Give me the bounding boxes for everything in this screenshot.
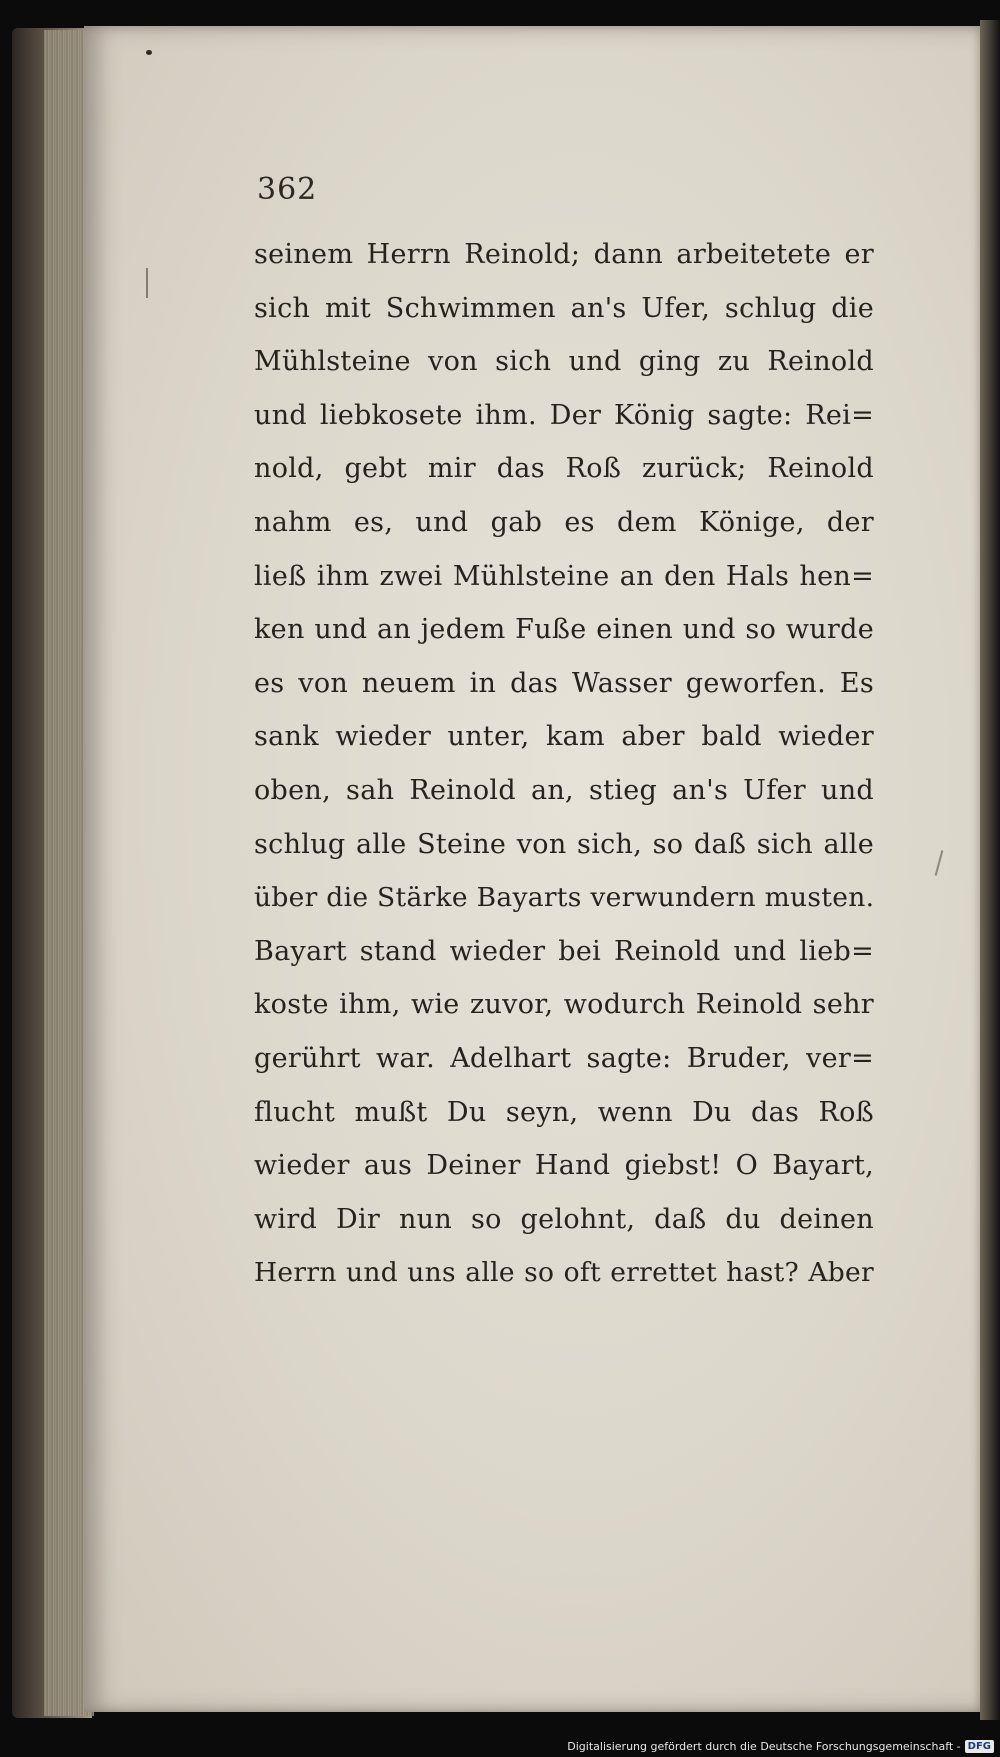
- text-line: ken und an jedem Fuße einen und so wurde: [254, 614, 874, 646]
- dfg-logo: DFG: [965, 1740, 994, 1753]
- digitization-credit: [567, 1740, 994, 1753]
- text-line: schlug alle Steine von sich, so daß sich alle: [254, 828, 874, 860]
- text-line: Bayart stand wieder bei Reinold und lieb=: [254, 935, 874, 967]
- text-line: und liebkosete ihm. Der König sagte: Rei=: [254, 399, 874, 431]
- text-line: Mühlsteine von sich und ging zu Reinold: [254, 346, 874, 378]
- text-line: sank wieder unter, kam aber bald wieder: [254, 721, 874, 753]
- text-line: nold, gebt mir das Roß zurück; Reinold: [254, 453, 874, 485]
- credit-text: Digitalisierung gefördert durch die Deutsche Forschungsgemeinschaft -: [567, 1740, 961, 1753]
- text-line: oben, sah Reinold an, stieg an's Ufer und: [254, 774, 874, 806]
- text-line: Herrn und uns alle so oft errettet hast? Aber: [254, 1257, 874, 1289]
- text-line: wird Dir nun so gelohnt, daß du deinen: [254, 1203, 874, 1235]
- ink-speck: [146, 50, 152, 55]
- text-line: über die Stärke Bayarts verwundern musten.: [254, 882, 875, 914]
- text-line: es von neuem in das Wasser geworfen. Es: [254, 667, 874, 699]
- text-line: flucht mußt Du seyn, wenn Du das Roß: [254, 1096, 874, 1128]
- ink-speck: [146, 268, 148, 298]
- body-text: [254, 228, 874, 1300]
- text-line: koste ihm, wie zuvor, wodurch Reinold sehr: [254, 989, 874, 1021]
- text-line: sich mit Schwimmen an's Ufer, schlug die: [254, 292, 874, 324]
- book-right-edge: [980, 20, 1000, 1720]
- text-line: ließ ihm zwei Mühlsteine an den Hals hen=: [254, 560, 874, 592]
- text-line: nahm es, und gab es dem Könige, der: [254, 506, 874, 538]
- text-line: seinem Herrn Reinold; dann arbeitetete er: [254, 239, 874, 270]
- text-line: gerührt war. Adelhart sagte: Bruder, ver=: [254, 1042, 874, 1074]
- text-line: wieder aus Deiner Hand giebst! O Bayart,: [254, 1150, 874, 1182]
- page-number: 362: [257, 172, 318, 207]
